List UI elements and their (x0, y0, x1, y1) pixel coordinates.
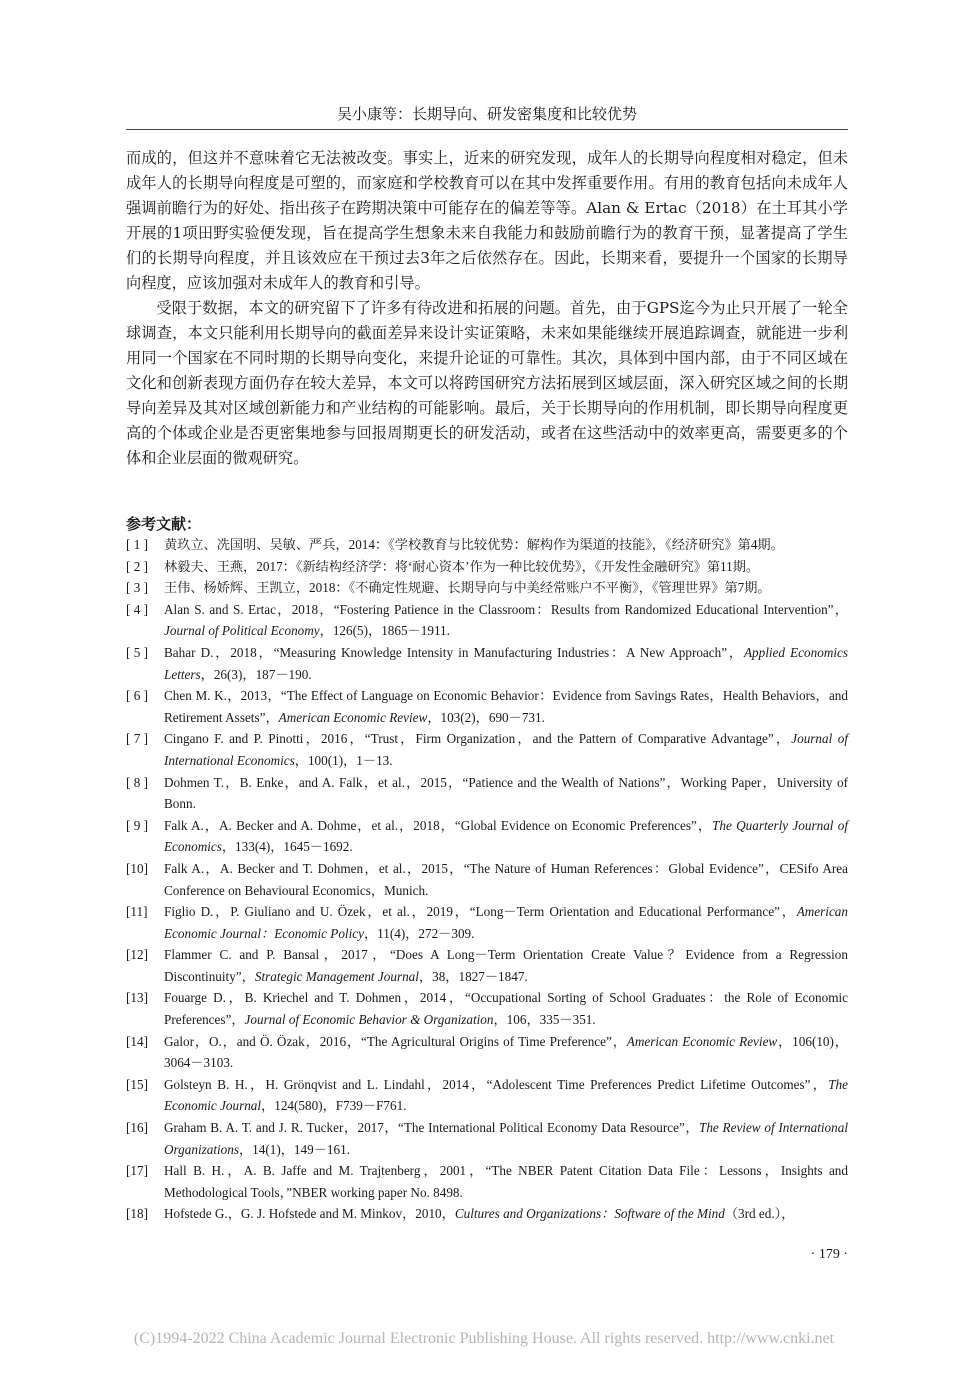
reference-number: [ 5 ] (126, 644, 148, 660)
reference-volume: ，14(1)，149－161. (238, 1141, 350, 1157)
reference-number: [16] (126, 1120, 148, 1136)
reference-journal: The Economic Journal (164, 1076, 848, 1114)
page-number: · 179 · (810, 1247, 848, 1262)
reference-volume: ，26(3)，187－190. (200, 666, 312, 682)
reference-text (164, 1160, 848, 1203)
reference-number: [14] (126, 1033, 148, 1049)
reference-number: [17] (126, 1163, 148, 1179)
reference-body: Golsteyn B. H.，H. Grönqvist and L. Lindahl，2014，“Adolescent Time Preferences Predict Lifetime Outcomes”， (164, 1076, 829, 1092)
reference-text (164, 944, 848, 987)
body-text (126, 146, 848, 471)
reference-body: Hall B. H.，A. B. Jaffe and M. Trajtenberg，2001，“The NBER Patent Citation Data File：Lessons，Insights and Methodological Tools，”NBER working paper No. 8498. (164, 1163, 848, 1200)
reference-item (126, 599, 848, 642)
reference-number: [ 9 ] (126, 817, 148, 833)
reference-item (126, 642, 848, 685)
reference-item (126, 858, 848, 901)
reference-volume: ，38，1827－1847. (418, 968, 528, 984)
reference-text (164, 772, 848, 815)
reference-body: Cingano F. and P. Pinotti，2016，“Trust，Firm Organization，and the Pattern of Comparative Advantage”， (164, 731, 792, 747)
reference-volume: （3rd ed.）， (724, 1206, 795, 1222)
reference-number: [10] (126, 860, 148, 876)
reference-journal: American Economic Review (626, 1033, 778, 1049)
reference-number: [ 8 ] (126, 774, 148, 790)
reference-text: 林毅夫、王燕，2017：《新结构经济学：将‘耐心资本’作为一种比较优势》，《开发性金融研究》第11期。 (164, 558, 760, 574)
reference-body: Graham B. A. T. and J. R. Tucker，2017，“The International Political Economy Data Resource”， (164, 1120, 699, 1136)
reference-number: [ 6 ] (126, 688, 148, 704)
reference-journal: Journal of International Economics (164, 731, 848, 768)
reference-item (126, 534, 848, 556)
reference-volume: ，133(4)，1645－1692. (221, 839, 353, 855)
reference-number: [11] (126, 904, 148, 920)
reference-text (164, 599, 848, 642)
reference-body: Hofstede G.，G. J. Hofstede and M. Minkov，2010， (164, 1206, 455, 1222)
reference-text (164, 685, 848, 728)
reference-body: Galor，O.，and Ö. Özak，2016，“The Agricultural Origins of Time Preference”， (164, 1033, 627, 1049)
reference-number: [ 3 ] (126, 580, 148, 596)
reference-body: Falk A.，A. Becker and A. Dohme，et al.，2018，“Global Evidence on Economic Preferences”， (164, 817, 713, 833)
reference-item (126, 1031, 848, 1074)
reference-item (126, 1117, 848, 1160)
reference-number: [18] (126, 1206, 148, 1222)
reference-volume: ，126(5)，1865－1911. (319, 623, 450, 639)
reference-item (126, 987, 848, 1030)
reference-body: Alan S. and S. Ertac，2018，“Fostering Patience in the Classroom：Results from Randomized Educational Intervention”， (164, 601, 848, 617)
reference-number: [ 1 ] (126, 537, 148, 552)
running-title: 吴小康等：长期导向、研发密集度和比较优势 (336, 105, 637, 123)
reference-journal: Journal of Political Economy (164, 623, 320, 639)
reference-body: Flammer C. and P. Bansal，2017，“Does A Long－Term Orientation Create Value？Evidence from a Regression Discontinuity”， (164, 947, 848, 984)
reference-journal: The Quarterly Journal of Economics (164, 817, 849, 855)
reference-number: [ 2 ] (126, 558, 148, 574)
reference-volume: ，100(1)，1－13. (294, 752, 393, 768)
reference-text (164, 815, 848, 858)
reference-item (126, 556, 848, 578)
running-header (126, 104, 848, 130)
paragraph-1: 而成的，但这并不意味着它无法被改变。事实上，近来的研究发现，成年人的长期导向程度相对稳定，但未成年人的长期导向程度是可塑的，而家庭和学校教育可以在其中发挥重要作用。有用的教育包括向未成年人强调前瞻行为的好处、指出孩子在跨期决策中可能存在的偏差等等。Alan & Ertac（2018）在土耳其小学开展的1项田野实验便发现，旨在提高学生想象未来自我能力和鼓励前瞻行为的教育干预，显著提高了学生们的长期导向程度，并且该效应在干预过去3年之后依然存在。因此，长期来看，要提升一个国家的长期导向程度，应该加强对未成年人的教育和引导。 (126, 149, 848, 292)
reference-item (126, 815, 848, 858)
reference-volume: ，106(10)，3064－3103. (164, 1033, 848, 1071)
reference-journal: Cultures and Organizations：Software of the Mind (454, 1206, 725, 1222)
reference-item (126, 685, 848, 728)
reference-body: Bahar D.，2018，“Measuring Knowledge Intensity in Manufacturing Industries：A New Approach”， (164, 644, 744, 660)
reference-text (164, 1031, 848, 1074)
reference-volume: ，103(2)，690－731. (427, 709, 545, 725)
reference-item (126, 944, 848, 987)
reference-text (164, 987, 848, 1030)
reference-item (126, 772, 848, 815)
reference-number: [13] (126, 990, 148, 1006)
reference-body: Fouarge D.，B. Kriechel and T. Dohmen，2014，“Occupational Sorting of School Graduates：the Role of Economic Preferences”， (164, 990, 848, 1028)
reference-journal: Strategic Management Journal (254, 968, 419, 984)
reference-journal: American Economic Journal：Economic Policy (164, 904, 848, 941)
reference-journal: Journal of Economic Behavior & Organization (244, 1012, 494, 1028)
reference-body: Dohmen T.，B. Enke，and A. Falk，et al.，2015，“Patience and the Wealth of Nations”，Working Paper，University of Bonn. (164, 774, 848, 812)
reference-text (164, 642, 848, 685)
reference-text (164, 1074, 848, 1117)
reference-number: [12] (126, 947, 148, 963)
reference-number: [ 7 ] (126, 731, 148, 747)
reference-text: 黄玖立、冼国明、吴敏、严兵，2014：《学校教育与比较优势：解构作为渠道的技能》，《经济研究》第4期。 (164, 537, 784, 552)
reference-item (126, 728, 848, 771)
reference-item (126, 901, 848, 944)
reference-number: [15] (126, 1076, 148, 1092)
reference-item (126, 577, 848, 599)
reference-text (164, 1203, 848, 1225)
reference-item (126, 1074, 848, 1117)
reference-journal: The Review of International Organizations (164, 1120, 848, 1157)
reference-text: 王伟、杨娇辉、王凯立，2018：《不确定性规避、长期导向与中美经常账户不平衡》，《管理世界》第7期。 (164, 580, 771, 596)
reference-number: [ 4 ] (126, 601, 148, 617)
reference-text (164, 728, 848, 771)
paragraph-2: 受限于数据，本文的研究留下了许多有待改进和拓展的问题。首先，由于GPS迄今为止只开展了一轮全球调查，本文只能利用长期导向的截面差异来设计实证策略，未来如果能继续开展追踪调查，就能进一步利用同一个国家在不同时期的长期导向变化，来提升论证的可靠性。其次，具体到中国内部，由于不同区域在文化和创新表现方面仍存在较大差异，本文可以将跨国研究方法拓展到区域层面，深入研究区域之间的长期导向差异及其对区域创新能力和产业结构的可能影响。最后，关于长期导向的作用机制，即长期导向程度更高的个体或企业是否更密集地参与回报周期更长的研发活动，或者在这些活动中的效率更高，需要更多的个体和企业层面的微观研究。 (126, 299, 848, 467)
reference-journal: Applied Economics Letters (164, 644, 848, 682)
references-list (126, 534, 848, 1225)
reference-body: Figlio D.，P. Giuliano and U. Özek，et al.，2019，“Long－Term Orientation and Educational Performance”， (164, 904, 797, 920)
references-heading: 参考文献： (126, 515, 202, 533)
reference-text (164, 901, 848, 944)
reference-journal: American Economic Review (278, 709, 428, 725)
reference-text (164, 1117, 848, 1160)
reference-volume: ，124(580)，F739－F761. (261, 1098, 407, 1114)
reference-item (126, 1203, 848, 1225)
reference-volume: ，11(4)，272－309. (363, 925, 475, 941)
reference-body: Falk A.，A. Becker and T. Dohmen，et al.，2015，“The Nature of Human References：Global Evidence”，CESifo Area Conference on Behavioural Economics，Munich. (164, 860, 848, 898)
reference-text (164, 858, 848, 901)
reference-body: Chen M. K.，2013，“The Effect of Language on Economic Behavior：Evidence from Savings Rates，Health Behaviors，and Retirement Assets”， (164, 688, 848, 725)
reference-volume: ，106，335－351. (493, 1012, 596, 1028)
copyright-footer: (C)1994-2022 China Academic Journal Electronic Publishing House. All rights reserved. http://www.cnki.net (133, 1330, 835, 1347)
reference-item (126, 1160, 848, 1203)
